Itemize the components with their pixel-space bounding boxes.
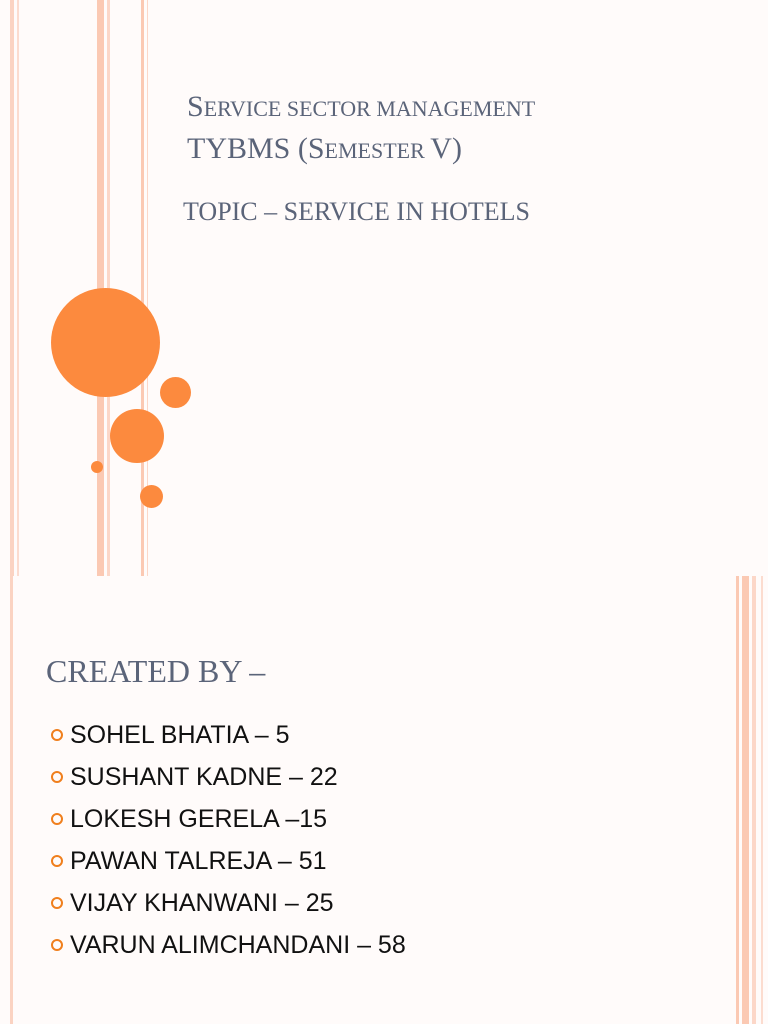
decorative-stripe [10,576,13,1024]
decorative-stripe [10,0,14,576]
decorative-circle-small [160,377,191,408]
bullet-icon [51,855,63,867]
decorative-stripe [736,576,739,1024]
bullet-icon [51,897,63,909]
decorative-stripe [752,576,756,1024]
members-slide: CREATED BY – SOHEL BHATIA – 5 SUSHANT KADNE – 22 LOKESH GERELA –15 PAWAN TALREJA – 51 VIJAY KHANWANI – 25 VARUN ALIMCHANDANI – 58 [0,576,768,1024]
slide-title-line-1: SERVICE SECTOR MANAGEMENT [187,90,536,123]
created-by-heading: CREATED BY – [46,653,266,689]
decorative-circle-small [140,485,163,508]
bullet-icon [51,813,63,825]
bullet-icon [51,939,63,951]
slide-subtitle: TOPIC – SERVICE IN HOTELS [183,197,531,226]
decorative-stripe [17,0,19,576]
decorative-circle-large [51,288,160,397]
bullet-icon [51,771,63,783]
decorative-stripe [742,576,749,1024]
decorative-stripe [761,576,763,1024]
decorative-circle-tiny [91,461,103,473]
slide-title-line-2: TYBMS (SEMESTER V) [187,132,462,165]
bullet-icon [51,729,63,741]
decorative-circle-medium [110,409,164,463]
